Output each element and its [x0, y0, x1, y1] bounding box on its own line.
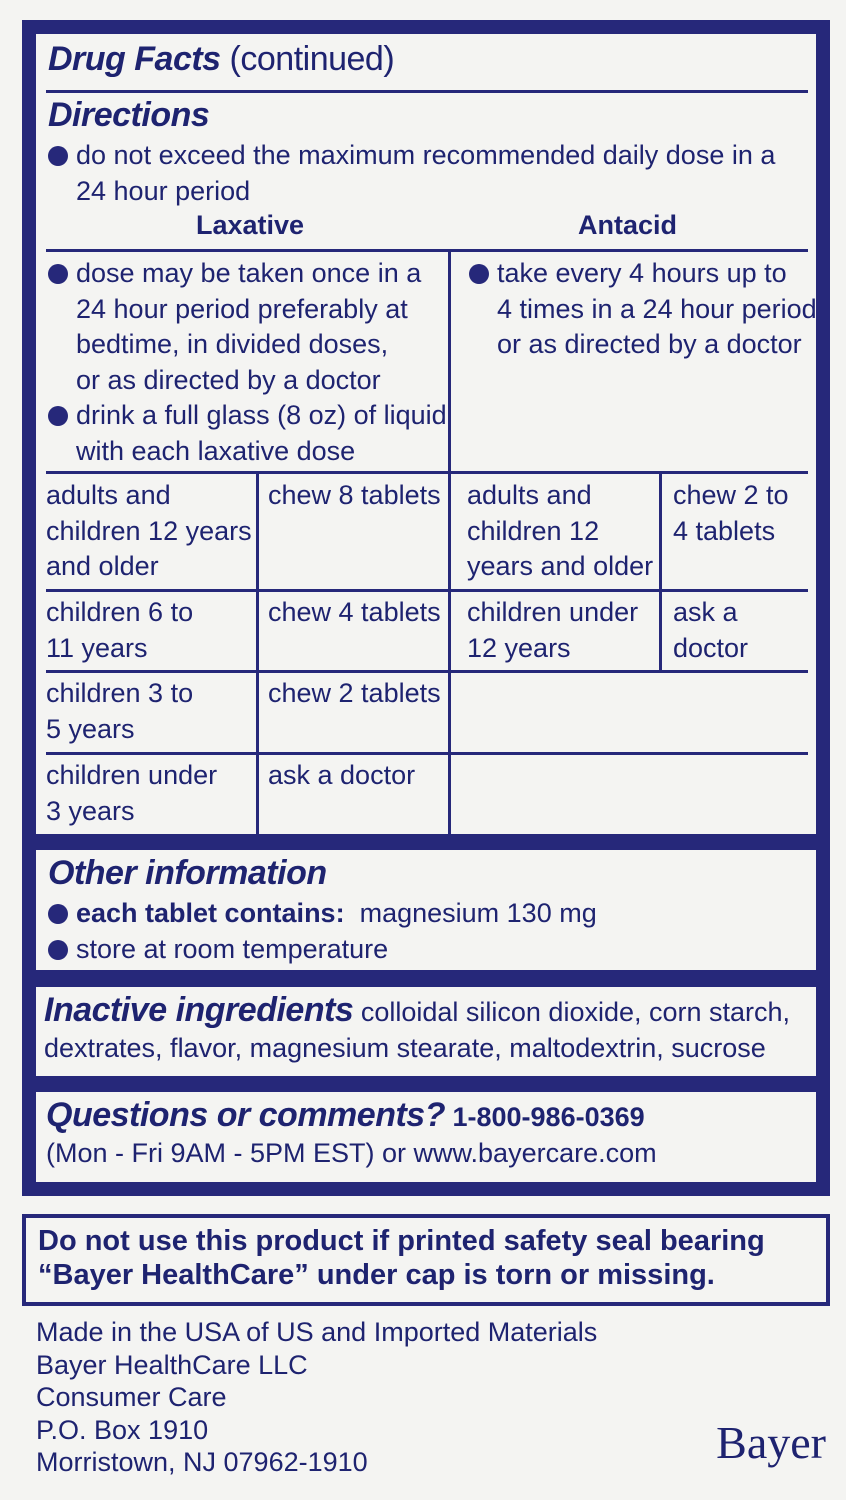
- table-cell-dose: ask a doctor: [268, 760, 416, 790]
- cell-line: children under: [467, 597, 639, 627]
- manufacturer-line: Consumer Care: [36, 1382, 227, 1412]
- drug-facts-continued: (continued): [229, 40, 395, 78]
- cell-line: adults and: [46, 480, 171, 510]
- column-header-antacid: Antacid: [578, 210, 678, 240]
- table-center-line: [448, 249, 451, 834]
- cell-line: 3 years: [46, 795, 135, 826]
- laxative-notes: [48, 256, 447, 469]
- cell-line: ask a: [673, 597, 738, 627]
- cell-line: chew 2 to: [673, 480, 789, 510]
- other-information-box: [36, 850, 816, 970]
- cell-line: years and older: [467, 551, 654, 581]
- table-cell-age: [46, 758, 217, 829]
- bullet-icon: [469, 264, 489, 284]
- laxative-note-line: bedtime, in divided doses,: [76, 329, 389, 359]
- inactive-ingredients-line1: colloidal silicon dioxide, corn starch,: [360, 997, 791, 1027]
- bullet-icon: [48, 904, 68, 924]
- cell-line: 4 tablets: [673, 515, 776, 546]
- laxative-column-line: [256, 471, 259, 834]
- antacid-column-line: [659, 471, 662, 671]
- directions-heading: Directions: [48, 96, 210, 134]
- bullet-icon: [48, 406, 68, 426]
- phone-number: 1-800-986-0369: [452, 1102, 645, 1132]
- cell-line: children 12 years: [46, 515, 252, 546]
- table-cell-age: [467, 595, 638, 666]
- tablet-contains-value: magnesium 130 mg: [359, 898, 597, 928]
- safety-seal-line1: Do not use this product if printed safety seal bearing: [38, 1225, 765, 1257]
- drug-facts-title: [48, 40, 394, 79]
- safety-seal-text: [38, 1224, 765, 1292]
- directions-bullet: [48, 138, 775, 209]
- cell-line: children under: [46, 760, 218, 790]
- inactive-ingredients-text: [44, 993, 790, 1066]
- table-line: [46, 670, 808, 673]
- table-cell-dose: chew 4 tablets: [268, 597, 441, 627]
- contact-hours: (Mon - Fri 9AM - 5PM EST) or www.bayercare.com: [46, 1137, 657, 1168]
- table-cell-dose: [673, 595, 748, 666]
- table-cell-age: [467, 478, 653, 585]
- directions-box: [36, 34, 816, 834]
- safety-seal-warning: [22, 1214, 830, 1306]
- table-line: [46, 589, 808, 592]
- table-cell-age: [46, 478, 252, 585]
- other-information-list: [48, 896, 597, 967]
- directions-bullet-line1: do not exceed the maximum recommended daily dose in a: [76, 140, 776, 170]
- laxative-note-line: drink a full glass (8 oz) of liquid: [76, 400, 447, 430]
- manufacturer-line: Bayer HealthCare LLC: [36, 1349, 308, 1380]
- table-cell-dose: chew 8 tablets: [268, 480, 441, 510]
- manufacturer-line: Made in the USA of US and Imported Materials: [36, 1317, 598, 1347]
- inactive-ingredients-box: [36, 987, 816, 1076]
- laxative-note-line: 24 hour period preferably at: [76, 293, 408, 324]
- laxative-note-line: dose may be taken once in a: [76, 258, 422, 288]
- table-cell-dose: chew 2 tablets: [268, 678, 441, 708]
- antacid-note-line: take every 4 hours up to: [497, 258, 787, 288]
- drug-facts-label: Drug Facts: [48, 40, 221, 78]
- safety-seal-line2: “Bayer HealthCare” under cap is torn or missing.: [38, 1259, 715, 1291]
- inactive-ingredients-line2: dextrates, flavor, magnesium stearate, maltodextrin, sucrose: [44, 1032, 766, 1063]
- bullet-icon: [48, 940, 68, 960]
- table-cell-age: [46, 676, 193, 747]
- bullet-icon: [48, 146, 68, 166]
- column-header-laxative: Laxative: [196, 210, 305, 240]
- tablet-contains-label: each tablet contains:: [76, 898, 345, 928]
- table-line: [46, 752, 808, 755]
- laxative-note-line: with each laxative dose: [76, 435, 356, 466]
- antacid-note-line: 4 times in a 24 hour period: [497, 293, 817, 324]
- questions-box: [36, 1092, 816, 1182]
- cell-line: children 12: [467, 515, 600, 546]
- cell-line: adults and: [467, 480, 592, 510]
- table-cell-dose: [673, 478, 789, 549]
- other-information-heading: Other information: [48, 854, 327, 892]
- antacid-notes: [469, 256, 817, 363]
- manufacturer-info: [36, 1316, 597, 1479]
- laxative-note-line: or as directed by a doctor: [76, 364, 381, 395]
- cell-line: children 3 to: [46, 678, 194, 708]
- table-line: [46, 471, 808, 474]
- inactive-ingredients-heading: Inactive ingredients: [44, 991, 354, 1029]
- antacid-note-line: or as directed by a doctor: [497, 329, 802, 359]
- bayer-logo: Bayer: [716, 1417, 826, 1468]
- cell-line: 11 years: [46, 632, 148, 663]
- drug-facts-panel: [22, 20, 830, 1196]
- questions-text: [46, 1098, 657, 1171]
- questions-heading: Questions or comments?: [46, 1096, 445, 1134]
- table-cell-age: [46, 595, 193, 666]
- cell-line: 12 years: [467, 632, 571, 663]
- cell-line: and older: [46, 551, 159, 581]
- cell-line: doctor: [673, 632, 749, 663]
- divider: [46, 90, 808, 93]
- storage-note: store at room temperature: [76, 933, 389, 964]
- manufacturer-line: P.O. Box 1910: [36, 1414, 209, 1445]
- manufacturer-line: Morristown, NJ 07962-1910: [36, 1447, 368, 1477]
- directions-bullet-line2: 24 hour period: [76, 175, 251, 206]
- table-top-line: [46, 249, 808, 252]
- cell-line: children 6 to: [46, 597, 194, 627]
- cell-line: 5 years: [46, 713, 135, 744]
- bullet-icon: [48, 264, 68, 284]
